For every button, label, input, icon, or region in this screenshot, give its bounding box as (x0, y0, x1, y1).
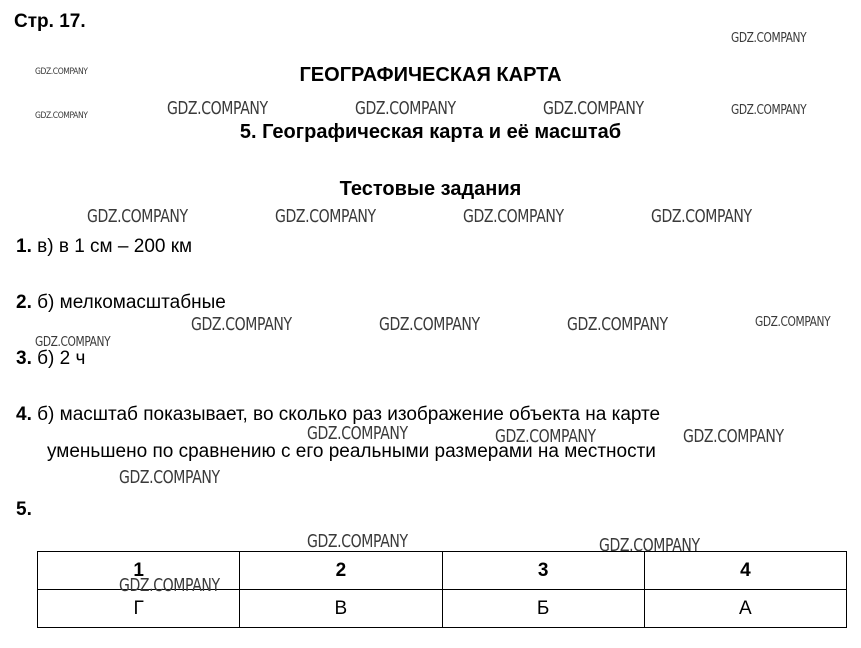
watermark: GDZ.COMPANY (87, 206, 188, 227)
table-header-cell: 3 (442, 552, 644, 590)
table-cell: В (240, 590, 442, 628)
answer-number: 2. (16, 292, 32, 313)
answer-text: б) мелкомасштабные (37, 292, 226, 313)
answer-number: 4. (16, 404, 32, 425)
watermark: GDZ.COMPANY (119, 467, 220, 488)
watermark: GDZ.COMPANY (755, 315, 831, 330)
watermark: GDZ.COMPANY (167, 98, 268, 119)
answer-text: в) в 1 см – 200 км (37, 236, 193, 257)
watermark: GDZ.COMPANY (463, 206, 564, 227)
subsection-title: Тестовые задания (339, 178, 522, 200)
answer-3 (16, 348, 85, 370)
answer-number: 5. (16, 499, 32, 520)
table-header-cell: 4 (644, 552, 846, 590)
watermark: GDZ.COMPANY (731, 31, 807, 46)
watermark: GDZ.COMPANY (683, 426, 784, 447)
watermark: GDZ.COMPANY (651, 206, 752, 227)
watermark: GDZ.COMPANY (307, 531, 408, 552)
watermark: GDZ.COMPANY (495, 426, 596, 447)
answer-5 (16, 499, 32, 521)
watermark: GDZ.COMPANY (355, 98, 456, 119)
answer-number: 3. (16, 348, 32, 369)
answer-text: б) масштаб показывает, во сколько раз изображение объекта на карте (37, 404, 661, 425)
watermark: GDZ.COMPANY (599, 535, 700, 556)
watermark: GDZ.COMPANY (307, 423, 408, 444)
section-title: 5. Географическая карта и её масштаб (239, 121, 622, 143)
table-header-cell: 2 (240, 552, 442, 590)
watermark: GDZ.COMPANY (35, 111, 88, 121)
watermark: GDZ.COMPANY (119, 575, 220, 596)
watermark: GDZ.COMPANY (275, 206, 376, 227)
table-cell: А (644, 590, 846, 628)
answer-text: б) 2 ч (37, 348, 86, 369)
page-reference: Стр. 17. (14, 11, 86, 32)
table-header-cell: 1 (38, 552, 240, 590)
answer-2 (16, 292, 226, 314)
watermark: GDZ.COMPANY (379, 314, 480, 335)
watermark: GDZ.COMPANY (191, 314, 292, 335)
watermark: GDZ.COMPANY (731, 103, 807, 118)
watermark: GDZ.COMPANY (35, 67, 88, 77)
watermark: GDZ.COMPANY (567, 314, 668, 335)
answer-1 (16, 236, 192, 258)
answer-number: 1. (16, 236, 32, 257)
answer-4-continuation: уменьшено по сравнению с его реальными размерами на местности (47, 441, 656, 462)
watermark: GDZ.COMPANY (543, 98, 644, 119)
chapter-title: ГЕОГРАФИЧЕСКАЯ КАРТА (299, 64, 562, 86)
table-cell: Г (38, 590, 240, 628)
table-cell: Б (442, 590, 644, 628)
watermark: GDZ.COMPANY (35, 335, 111, 350)
